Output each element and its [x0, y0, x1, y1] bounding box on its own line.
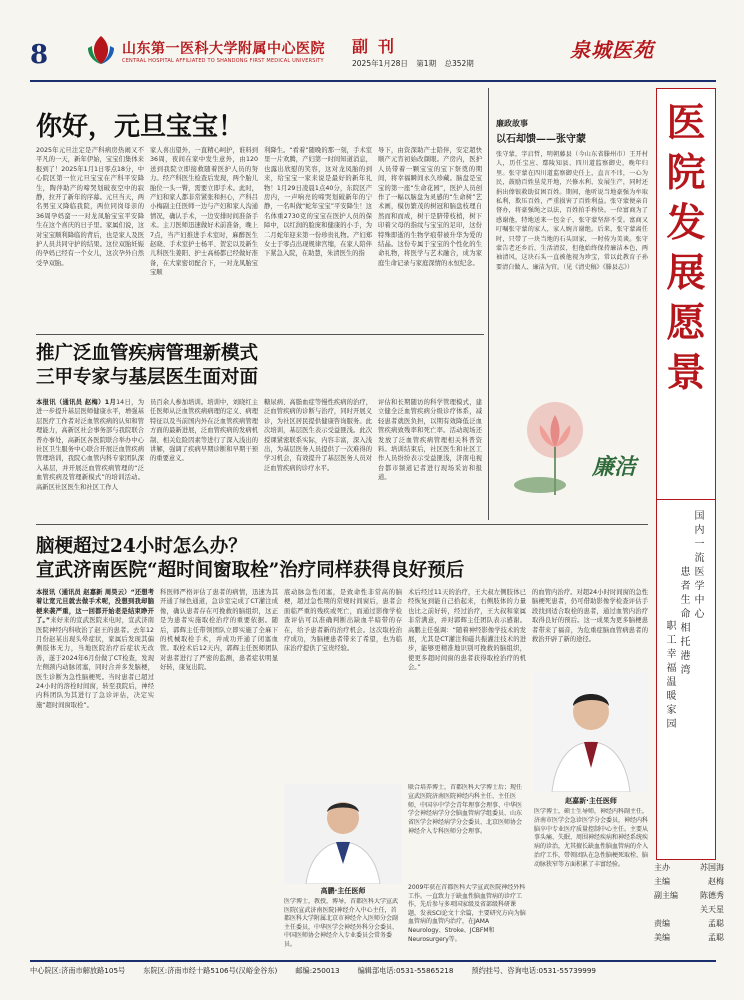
column-divider	[488, 88, 489, 520]
article3-col5: 的血管内治疗。对超24小时时间窗的急性脑梗死患者，仍可借助影像学检查评估手段找到适合取栓的患者，通过血管内治疗取得良好的预后。这一成果为更多脑梗患者带来了福音，为危重症脑血管病患者的救治开辟了新的途径。	[532, 589, 648, 644]
vision-line-1: 国内一流医学中心	[692, 510, 703, 622]
doctor-gao-caption: 高鹏·主任医师	[320, 887, 366, 895]
article3-col3: 底动脉急性闭塞，是致命性非常高的脑梗，超过急性期的常规时间窗后，患者会面临严重的残疾或死亡，而通过影像学检查评估可以准确判断出缺血半暗带的存在，给予患者新的治疗机会。这次取栓治疗成功，为脑梗患者带来了希望，也为临床治疗提供了宝贵经验。	[284, 589, 402, 653]
staff-row	[654, 875, 724, 889]
article1-col3: 利降生。“看着”随晚的那一刻，手术室里一片欢腾，产妇第一时间知道消息，也露出欣慰的笑容，这对龙凤胎的到来，给宝宝一家来说是最好的新年礼物！1月29日凌晨1点40分，东院区产房内，一声响亮的啼哭划破新年的宁静，一名叫做“蛇年宝宝”平安降生！这名体重2730克的宝宝在医护人员的保障中，以红润的脸庞和健康的小手，为二月蛇年迎来第一份珍贵礼物。产妇郑女士于零点出现规律宫缩，在家人陪伴下紧急入院，在助慧，朱清医生的指	[264, 147, 372, 258]
doctor-zhao-bio: 医学博士，硕士生导师，神经内科副主任，济南市医学会急诊医学分会委员，神经内科脑卒中专业医疗质量控制中心主任。主要从事头痛、失眠、周围神经疾病和神经系统疾病的诊治，尤其擅长缺血性脑血管病的介入治疗工作，带领团队在急性脑梗死取栓、脑动脉狭窄等方面积累了丰富经验。	[534, 808, 648, 868]
issue-date: 2025年1月28日	[352, 59, 408, 68]
article3-col2: 科医师严格评估了患者的病情，迅速为其开通了绿色通道，急诊室完成了CT灌注成像，确认患者存在可挽救的脑组织，这正是为患者实施取栓治疗的重要依据。随后，郭辉主任带领团队立即实施了全麻下的机械取栓手术，并成功开通了闭塞血管。取栓术后12天内，郭辉主任医师团队对患者进行了严密的监测，患者症状明显好转，康复出院。	[160, 589, 278, 672]
footer-address-central: 中心院区:济南市解放路105号	[30, 966, 126, 975]
staff-role: 责编	[654, 919, 670, 928]
staff-name: 陈德秀	[700, 891, 724, 900]
article2-title	[36, 342, 258, 390]
doctor-zhao-photo	[534, 672, 648, 792]
footer-postcode: 邮编:250013	[295, 966, 340, 975]
brand-title: 泉城医苑	[570, 38, 654, 62]
issue-dateline	[352, 58, 474, 69]
page-number: 8	[30, 40, 49, 70]
article2-col2: 员百余人参加培训。培训中，刘晓红主任医师从泛血管疾病病理的定义、病理特征以及当前国内外在泛血管疾病管理方面的最新进展，泛血管疾病的发病机制、相关危险因素等进行了深入浅出的讲解，强调了疾病早期诊断和早期干预的重要意义。	[150, 399, 258, 463]
staff-role: 主编	[654, 877, 670, 886]
article3-title	[36, 535, 464, 583]
footer	[30, 966, 720, 976]
article2-col1	[36, 398, 144, 518]
staff-name: 赵梅	[708, 877, 724, 886]
section-title: 副刊	[352, 37, 405, 56]
footer-address-east: 东院区:济南市经十路5106号(汉峪金谷东)	[143, 966, 278, 975]
hospital-logo	[84, 34, 118, 66]
staff-role: 副主编	[654, 891, 678, 900]
article2-col4: 评估和长期随访的科学管理模式，建立健全泛血管疾病分级诊疗体系，减轻患者就医负担，以期有效降低泛血管疾病致残率和死亡率。活动现场还发放了泛血管疾病管理相关科普资料。培训结束后，社区医生和社区工作人员纷纷表示受益匪浅，济南电视台都市频道记者进行现场采访和报道。	[378, 399, 482, 482]
article3-title-line1: 脑梗超过24小时怎么办？	[36, 536, 247, 557]
article3-byline: 本报讯（通讯员 赵嘉新 周昊云）“还想考着让宽元旦就去做手术呢，没想到我却脑梗来袭严重，这一回都开始老是结束睁开了。”	[36, 589, 154, 625]
doctor-zhao-caption: 赵嘉新·主任医师	[565, 797, 617, 805]
staff-row	[654, 889, 724, 903]
article3-profile-1: 联合培养博士，首都医科大学博士后；现任宣武医院济南医院神经内科主任、主任医师，中国卒中学会青年理事会理事、中华医学会神经病学分会脑血管病学组委员、山东省医学会神经病学分会委员、北京医师协会神经介入专科医师分会理事。	[408, 784, 523, 835]
vision-title: 医院发展愿景	[666, 100, 706, 396]
staff-role: 主办	[654, 863, 670, 872]
divider	[36, 334, 484, 335]
divider	[36, 524, 648, 525]
staff-role: 美编	[654, 933, 670, 942]
article3-profile-2: 2009年获在首都医科大学宣武医院神经外科工作。一直致力于缺血性脑血管病的诊疗工作，先后参与多项国家级及省部级科研课题，发表SCI论文十余篇，主要研究方向为脑血管病的血管内治疗，在JAMA Neurology、Stroke、JCBFM和Neurosurgery等。	[408, 884, 526, 943]
brush-calligraphy: 廉洁	[592, 454, 637, 480]
header-rule	[30, 80, 716, 82]
article3-title-line2: 宣武济南医院“超时间窗取栓”治疗同样获得良好预后	[36, 560, 465, 581]
vision-line-3: 职工幸福温暖家园	[664, 620, 675, 732]
staff-list	[654, 861, 724, 945]
staff-row	[654, 931, 724, 945]
footer-rule	[30, 960, 716, 962]
staff-name: 关天星	[700, 905, 724, 914]
article3-col1	[36, 588, 154, 954]
article1-col2: 家人喜出望外，一直精心呵护，谁料到36周，夜间在家中发生意外，由120送到我院立即接救随着医护人员的努力。经产科医生检查后发现，两个胎儿胎位一头一臀，需要立即手术。此时，产妇和家人都非常紧张和担心，产科吕小梅副主任医师一边与产妇和家人沟通情况，确认手术，一边安排时间准备手术。主刀医师迅速做好术前准备，晚上7点，当产妇推进手术室时，麻醉医生赵晓、手术室护士杨平、贺宏以及新生儿科医生姜阳、护士高杨都已经做好准备，在大家密切配合下，一对龙凤胎宝宝顺	[150, 147, 258, 277]
staff-name: 孟聪	[708, 919, 724, 928]
staff-row	[654, 861, 724, 875]
sidebar-section: 廉政故事	[496, 119, 528, 128]
article2-col1-text: 14日，为进一步提升基层医师健康水平，增强基层医疗工作者对泛血管疾病的认知和管理能力，高新区社会事务部与我院联合普办事处，高新区各医院联合举办中心社区卫生服务中心联合开展泛血管疾病管理培训，我院心血管内科专家团队深入基层，并开展泛血管疾病管理的“泛血管疾病及管理新模式”的培训活动。高新区社区医生和社区工作人	[36, 399, 144, 491]
issue-number: 第1期	[416, 59, 437, 68]
vision-line-2: 患者生命相托港湾	[678, 566, 689, 678]
article2-col3: 糖尿病、高脂血症等慢性疾病的治疗，泛血管疾病的诊断与治疗，同时开展义诊，为社区居民提供健康咨询服务。此次培训，基层医生表示受益匪浅。此次授课紧密联系实际，内容丰富，深入浅出，为基层医务人员提供了一次难得的学习机会，有效提升了基层医务人员对泛血管疾病的诊疗水平。	[264, 399, 372, 472]
footer-appointment-phone: 预约挂号、咨询电话:0531-55739999	[471, 966, 597, 975]
staff-row	[654, 917, 724, 931]
sidebar-body: 张守蒙，字启哲，明朝藤县（今山东省滕州市）王开村人，历任宝应、鄢陵知县、四川道监察御史，晚年归里。张守蒙在四川道监察御史任上，直言不讳，一心为民，鼓励百姓垦荒开地，兴修水利、发展生产，同时还捐出俸银救助贫困百姓。期间，他听说当地豪强为牟取私利，欺压百姓，严重损害了百姓利益。张守蒙便亲自督办，将豪强绳之以法，百姓拍手称快。一位富商为了感谢他，特地送来一包金子，张守蒙坚辞不受。富商又叮嘱张守蒙的家人，家人婉言谢绝。后来，张守蒙离任时，只带了一块当地的石头回家，一时传为美谈。张守蒙告老还乡后，生活清贫，但他始终保持廉洁本色，两袖清风，这块石头一直被他视为珍宝，常以此教育子孙要清白做人、廉洁为官。（见《清史稿》《滕县志》）	[496, 151, 648, 271]
staff-name: 孟聪	[708, 933, 724, 942]
staff-name: 苏国海	[700, 863, 724, 872]
sidebar-title: 以石却馈——张守蒙	[496, 134, 586, 145]
lotus-illustration	[500, 385, 650, 505]
issue-total: 总352期	[444, 59, 474, 68]
hospital-name-cn: 山东第一医科大学附属中心医院	[122, 41, 325, 57]
article2-title-line1: 推广泛血管疾病管理新模式	[36, 343, 259, 364]
article2-title-line2: 三甲专家与基层医生面对面	[36, 367, 259, 388]
footer-editorial-phone: 编辑部电话:0531-55865218	[357, 966, 454, 975]
hospital-name-en: CENTRAL HOSPITAL AFFILIATED TO SHANDONG FIRST MEDICAL UNIVERSITY	[122, 58, 324, 64]
article3-col1-text: 来好来的宣武医院来电时，宣武济南医院神经内科收治了赵王的患者。去年12月份赵某出现头晕症状，家属后发现其偏侧肢体无力，当地医院治疗后症状无改善，遂于2024年6月份做了CT检查，发现左侧颈内动脉闭塞，同时合并多发脑梗，医生诊断为急性脑梗死。当时患者已超过24小时的溶栓时间窗，转至我院后，神经内科团队为其进行了急诊评估，决定实施“超时间窗取栓”。	[36, 617, 154, 709]
staff-row	[654, 903, 724, 917]
doctor-gao-bio: 医学博士，教授，博导，首都医科大学宣武医院(宣武济南医院)神经介入中心主任，首都医科大学附属北京市神经介入医师分会副主任委员，中华医学会神经外科分会委员、中国医师协会神经介入专业委员会常务委员。	[284, 898, 399, 948]
article1-col1: 2025年元旦注定是产科病房热闹又不平凡的一天，新年伊始，宝宝们集体来报到了！2025年1月1日零点18分，中心院区第一位元旦宝宝在产科平安降生，陶萍助产的啼哭划破夜空中的寂静，拉开了新年的序幕。元旦当天，两名男宝又降临我院，两位同岗母亲的36周孕妈蛮一一对龙凤胎宝宝平安降生在这个喜庆的日子里。家属们说，这对宝宝顺利降临的背后，也是家人及医护人员共同守护的结果。这位双胎妊娠的孕妈已经有一个女儿，这次孕外自然受孕双胎。	[36, 147, 144, 267]
doctor-gao-photo	[284, 784, 402, 884]
article1-col4: 导下，由资深助产士陪伴，安定超快顺产元宵初始改颜眼。产房内，医护人员带着一颗宝宝的宝下祭奠的期间，将幸福瞬间永久珍藏。脑盘是宝宝的第一座“生命花园”，医护人员创作了一幅以脑盘为灵感的“生命树”艺术画，模仿繁茂的树冠和脑盘枝理自然而和而成，树干是脐带枝梢，树下印着父母的指纹与宝宝的足印，这份特殊即逝的生物学痕带被升华为爱的结晶。这份专属于宝宝的个性化的生命礼物，将医学与艺术融合，成为家庭生命记录与家庭深情的永恒纪念。	[378, 147, 482, 267]
article3-col4: 术后经过11天的治疗，王大叔左侧肢体已经恢复到能自己拾起来，右侧肢体的力量也比之前好转，经过治疗，王大叔和家属非常满意，并对郭辉主任团队表示感谢。高鹏主任强调：“随着神经影像学技术的发展，尤其是CT灌注和磁共振灌注技术的进步，能够更精准地识别可挽救的脑组织，使更多超时间窗的患者获得取栓治疗的机会。”	[408, 589, 526, 672]
article2-byline: 本报讯（通讯员 赵梅）1月	[36, 399, 117, 406]
article1-title: 你好，元旦宝宝！	[36, 112, 245, 142]
